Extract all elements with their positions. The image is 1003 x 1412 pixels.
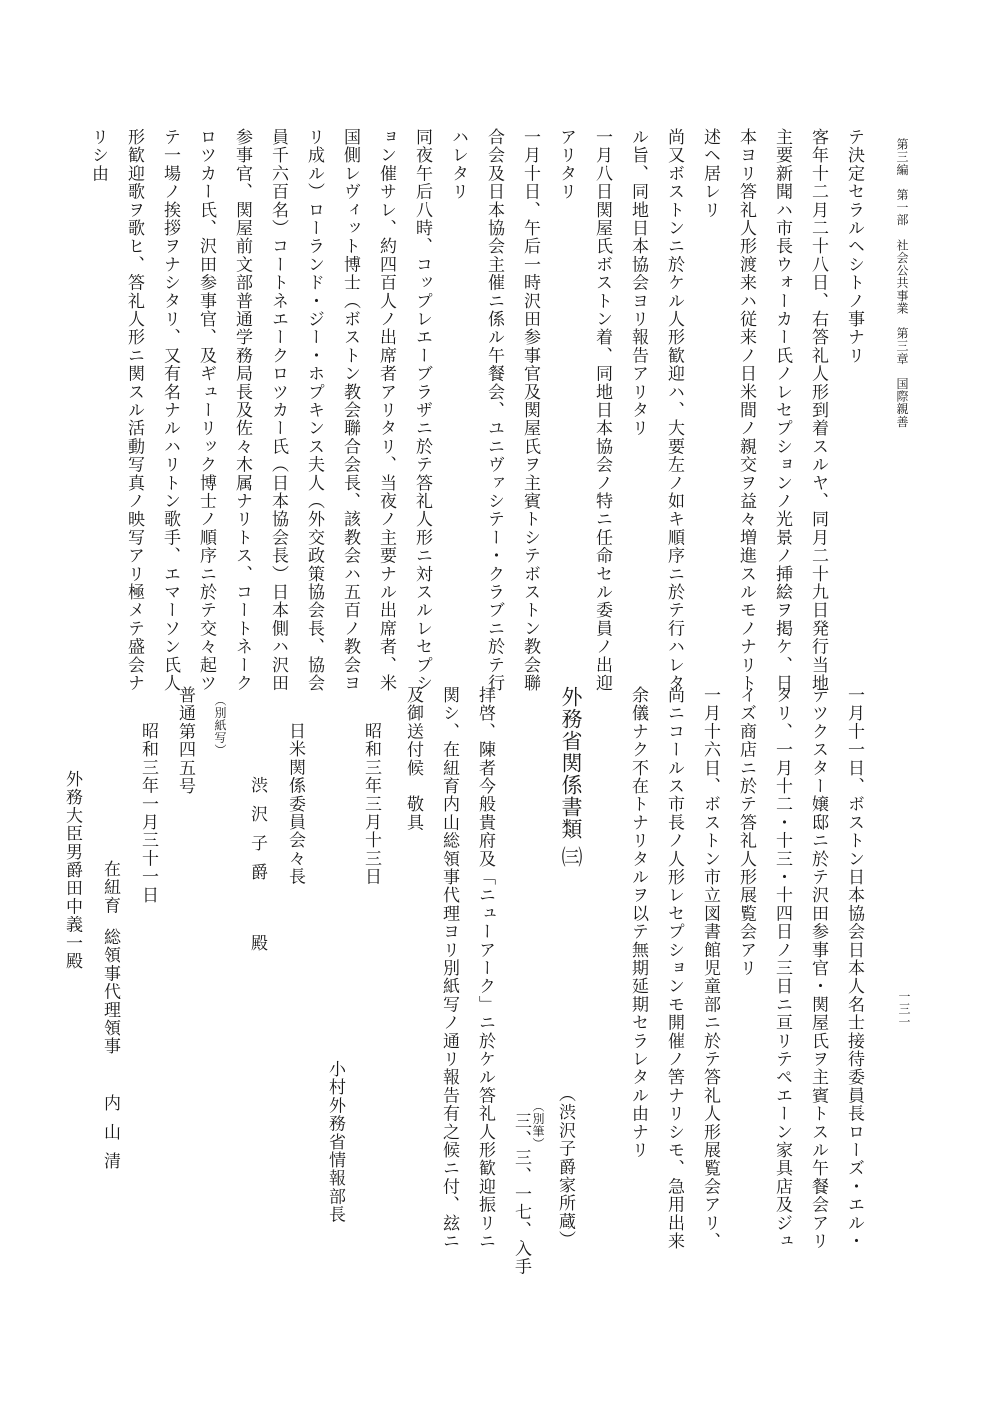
letter-line: 拝啓、陳者今般貴府及「ニューアーク」ニ於ケル答礼人形歓迎振リニ [475,686,495,1251]
attachment-sender-title: 総領事代理領事 [100,928,120,1056]
text-line: 合会及日本協会主催ニ係ル午餐会、ユニヴァシテー・クラブニ於テ行 [484,128,504,693]
text-line: ル旨、同地日本協会ヨリ報告アリタリ [628,128,648,438]
text-line: テツクスター嬢邸ニ於テ沢田参事官・関屋氏ヲ主賓トスル午餐会アリ [808,686,828,1251]
page-number: 一三一 [897,990,911,1028]
text-line: リ成ル）ローランド・ジー・ホプキンス夫人（外交政策協会長、協会 [304,128,324,693]
letter-line: 関シ、在紐育内山総領事代理ヨリ別紙写ノ通リ報告有之候ニ付、玆ニ [439,686,459,1251]
text-line: 一月十一日、ボストン日本協会日本人名士接待委員長ローズ・エル・ [844,686,864,1251]
text-line: 一月八日関屋氏ボストン着、同地日本協会ノ特ニ任命セル委員ノ出迎 [592,128,612,693]
text-line: 参事官、関屋前文部普通学務局長及佐々木属ナリトス、コートネーク [232,128,252,693]
text-line: 余儀ナク不在トナリタルヲ以テ無期延期セラレタル由ナリ [628,686,648,1160]
letter-date: 昭和三年三月十三日 [361,722,381,886]
attachment-sender-name: 内山清 [100,1094,120,1181]
section-title [560,686,581,868]
text-line: 員千六百名）コートネエークロツカー氏（日本協会長）日本側ハ沢田 [268,128,288,693]
source-note: （渋沢子爵家所蔵） [555,1085,575,1249]
text-line: 尚又ボストンニ於ケル人形歓迎ハ、大要左ノ如キ順序ニ於テ行ハレタ [664,128,684,693]
section-title-text: 外務省関係書類 [559,686,583,840]
text-line: タリ、一月十二・十三・十四日ノ三日ニ亘リテペエーン家具店及ジュ [772,686,792,1251]
attachment-label: （別紙写） [213,694,227,757]
received-prefix: （別筆） [531,1100,545,1150]
text-line: リシ由 [88,128,108,183]
text-line: 国側レヴィット博士（ボストン教会聯合会長、該教会ハ五百ノ教会ヨ [340,128,360,693]
recipient-honorific: 殿 [247,934,267,953]
text-line: イズ商店ニ於テ答礼人形展覧会アリ [736,686,756,978]
recipient-name: 渋沢子爵 [247,776,267,892]
text-line: 同夜午后八時、コップレエーブラザニ於テ答礼人形ニ対スルレセプシ [412,128,432,693]
text-line: 尚ニコールス市長ノ人形レセプションモ開催ノ筈ナリシモ、急用出来 [664,686,684,1251]
text-line: ロツカー氏、沢田参事官、及ギューリック博士ノ順序ニ於テ交々起ツ [196,128,216,693]
text-line: 主要新聞ハ市長ウォーカー氏ノレセプションノ光景ノ挿絵ヲ掲ケ、日 [772,128,792,693]
text-line: 本ヨリ答礼人形渡来ハ従来ノ日米間ノ親交ヲ益々増進スルモノナリト [736,128,756,693]
text-line: アリタリ [556,128,576,201]
text-line: テ決定セラルヘシトノ事ナリ [844,128,864,365]
text-line: 一月十六日、ボストン市立図書館児童部ニ於テ答礼人形展覧会アリ、 [700,686,720,1251]
attachment-recipient: 外務大臣男爵田中義一殿 [62,770,82,971]
letter-line: 及御送付候 敬具 [403,686,423,832]
attachment-sender-location: 在紐育 [100,860,120,915]
section-number: ㈢ [559,846,583,868]
text-line: ハレタリ [448,128,468,201]
text-line: 形歓迎歌ヲ歌ヒ、答礼人形ニ関スル活動写真ノ映写アリ極メテ盛会ナ [124,128,144,693]
text-line: 述ヘ居レリ [700,128,720,219]
received-date: 三、三、一七、入手 [511,1112,531,1276]
text-line: テ一場ノ挨拶ヲナシタリ、又有名ナルハリトン歌手、エマーソン氏人 [160,128,180,693]
attachment-date: 昭和三年一月三十一日 [138,722,158,904]
running-header: 第三編 第一部 社会公共事業 第三章 国際親善 [895,138,909,428]
text-line: 客年十二月二十八日、右答礼人形到着スルヤ、同月二十九日発行当地 [808,128,828,693]
sender: 小村外務省情報部長 [325,1060,345,1224]
text-line: ョン催サレ、約四百人ノ出席者アリタリ、当夜ノ主要ナル出席者、米 [376,128,396,693]
doc-number: 普通第四五号 [175,686,195,796]
text-line: 一月十日、午后一時沢田参事官及関屋氏ヲ主賓トシテボストン教会聯 [520,128,540,693]
recipient-org: 日米関係委員会々長 [285,722,305,886]
